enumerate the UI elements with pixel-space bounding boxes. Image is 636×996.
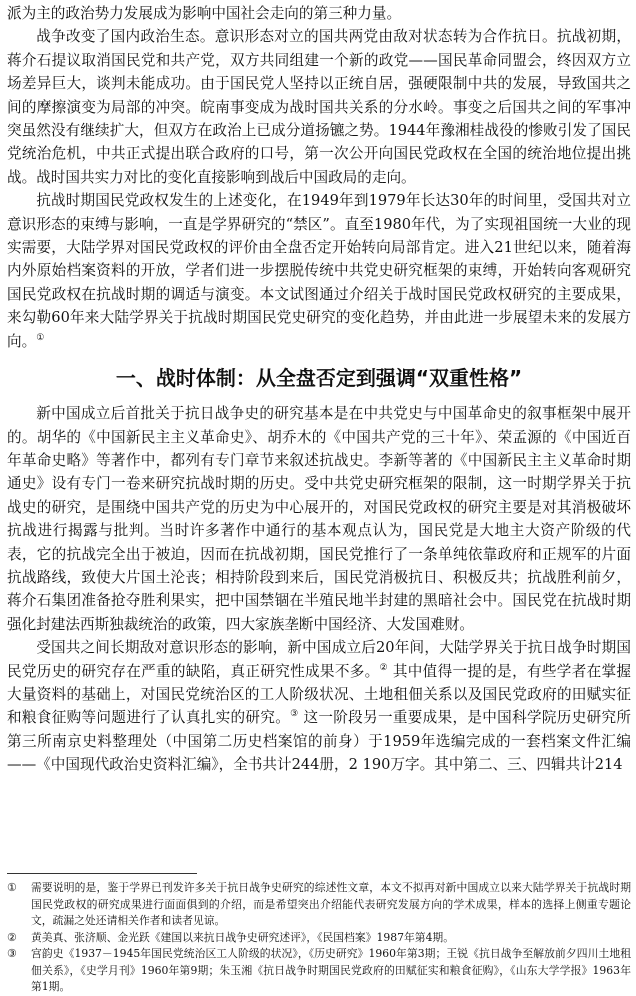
footnote-mark: ① <box>7 881 17 894</box>
paragraph-research-overview <box>7 189 631 353</box>
paragraph-research-gaps-text-b: 其中值得一提的是，有些学者在掌握大量资料的基础上，对国民党统治区的工人阶级状况、土地租佃关系以及国民党政府的田赋实征和粮食征购等问题进行了认真扎实的研究。 <box>7 662 631 727</box>
paragraph-research-gaps-text-c: 这一阶段另一重要成果，是中国科学院历史研究所第三所南京史料整理处（中国第二历史档案馆的前身）于1959年选编完成的一套档案文件汇编——《中国现代政治史资料汇编》，全书共计244册，2 190万字。其中第二、三、四辑共计214 <box>7 709 631 774</box>
paragraph-research-overview-text: 抗战时期国民党政权发生的上述变化，在1949年到1979年长达30年的时间里，受国共对立意识形态的束缚与影响，一直是学界研究的“禁区”。直至1980年代，为了实现祖国统一大业的现实需要，大陆学界对国民党政权的评价由全盘否定开始转向局部肯定。进入21世纪以来，随着海内外原始档案资料的开放，学者们进一步摆脱传统中共党史研究框架的束缚，开始转向客观研究国民党政权在抗战时期的调适与演变。本文试图通过介绍关于战时国民党政权研究的主要成果，来勾勒60年来大陆学界关于抗战时期国民党史研究的变化趋势，并由此进一步展望未来的发展方向。 <box>7 192 631 350</box>
footnote-ref-2[interactable]: ② <box>379 662 388 673</box>
footnote-text: 宫韵史《1937－1945年国民党统治区工人阶级的状况》，《历史研究》1960年第3期；王锐《抗日战争至解放前夕四川土地租佃关系》，《史学月刊》1960年第9期；朱玉湘《抗日战争时期国民党政府的田赋征实和粮食征购》，《山东大学学报》1963年第1期。 <box>31 947 631 993</box>
footnote-mark: ③ <box>7 947 17 960</box>
paragraph-early-research: 新中国成立后首批关于抗日战争史的研究基本是在中共党史与中国革命史的叙事框架中展开的。胡华的《中国新民主主义革命史》、胡乔木的《中国共产党的三十年》、荣孟源的《中国近百年革命史略》等著作中，都列有专门章节来叙述抗战史。李新等著的《中国新民主主义革命时期通史》设有专门一卷来研究抗战时期的历史。受中共党史研究框架的限制，这一时期学界关于抗战史的研究，是围绕中国共产党的历史为中心展开的，对国民党政权的研究主要是对其消极破坏抗战进行揭露与批判。当时许多著作中通行的基本观点认为，国民党是大地主大资产阶级的代表，它的抗战完全出于被迫，因而在抗战初期，国民党推行了一条单纯依靠政府和正规军的片面抗战路线，致使大片国土沦丧；相持阶段到来后，国民党消极抗日、积极反共；抗战胜利前夕，蒋介石集团准备抢夺胜利果实，把中国禁锢在半殖民地半封建的黑暗社会中。国民党在抗战时期强化封建法西斯独裁统治的政策，四大家族垄断中国经济、大发国难财。 <box>7 405 631 633</box>
footnote-2 <box>7 930 631 947</box>
footnote-ref-1[interactable]: ① <box>36 332 45 343</box>
paragraph-war-politics: 战争改变了国内政治生态。意识形态对立的国共两党由敌对状态转为合作抗日。抗战初期，蒋介石提议取消国民党和共产党，双方共同组建一个新的政党——国民革命同盟会，终因双方立场差异巨大，谈判未能成功。由于国民党人坚持以正统自居，强硬限制中共的发展，导致国共之间的摩擦演变为局部的冲突。皖南事变成为战时国共关系的分水岭。事变之后国共之间的军事冲突虽然没有继续扩大，但双方在政治上已成分道扬镳之势。1944年豫湘桂战役的惨败引发了国民党统治危机，中共正式提出联合政府的口号，第一次公开向国民党政权在全国的统治地位提出挑战。战时国共实力对比的变化直接影响到战后中国政局的走向。 <box>7 28 631 186</box>
main-text <box>7 2 631 777</box>
paragraph-continued: 派为主的政治势力发展成为影响中国社会走向的第三种力量。 <box>7 5 402 22</box>
footnote-mark: ② <box>7 930 17 944</box>
footnote-text: 黄美真、张济顺、金光跃《建国以来抗日战争史研究述评》，《民国档案》1987年第4期。 <box>31 930 455 944</box>
footnote-divider <box>7 873 197 874</box>
footnote-1 <box>7 880 631 930</box>
footnote-ref-3[interactable]: ③ <box>290 709 299 720</box>
paragraph-research-gaps <box>7 636 631 776</box>
footnote-text: 需要说明的是，鉴于学界已刊发许多关于抗日战争史研究的综述性文章，本文不拟再对新中国成立以来大陆学界关于抗战时期国民党政权的研究成果进行面面俱到的介绍，而是希望突出介绍能代表研究发展方向的学术成果，样本的选择上侧重专题论文，疏漏之处还请相关作者和读者见谅。 <box>31 881 631 927</box>
footnotes <box>7 880 631 996</box>
footnote-3 <box>7 946 631 996</box>
section-title: 一、战时体制：从全盘否定到强调“双重性格” <box>115 366 523 391</box>
paragraph-research-gaps-text-a: 受国共之间长期敌对意识形态的影响，新中国成立后20年间，大陆学界关于抗日战争时期国民党历史的研究存在严重的缺陷，真正研究性成果不多。 <box>7 639 631 680</box>
